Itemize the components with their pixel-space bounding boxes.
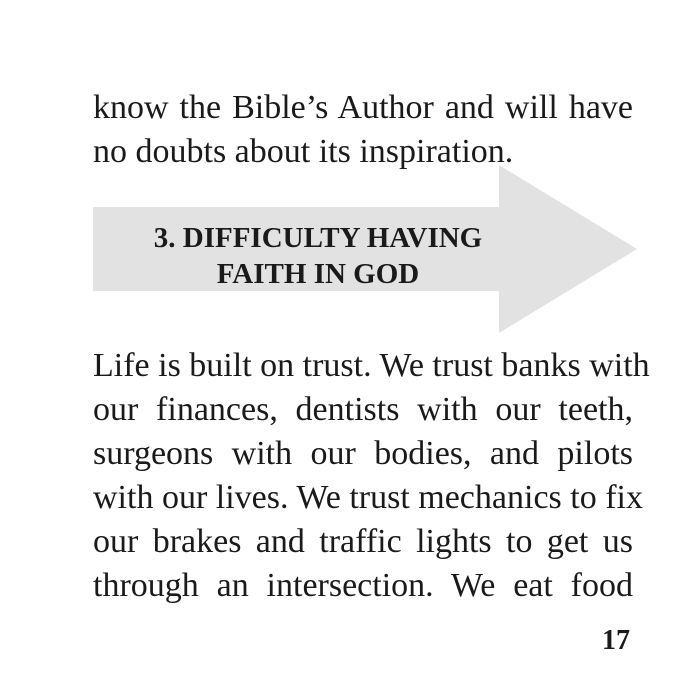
body-line-2: our finances, dentists with our teeth, [93,391,633,428]
body-line-6: through an intersection. We eat food [93,567,633,604]
body-line-1: Life is built on trust. We trust banks with [93,347,650,384]
body-paragraph [93,344,650,608]
section-heading-line-1: 3. DIFFICULTY HAVING [153,222,483,254]
section-heading-arrow [93,165,637,333]
page-number: 17 [602,625,630,656]
body-line-4: with our lives. We trust mechanics to fix [93,479,643,516]
body-line-3: surgeons with our bodies, and pilots [93,435,633,472]
section-heading [93,220,543,292]
body-line-5: our brakes and traffic lights to get us [93,523,633,560]
intro-line-2: no doubts about its inspiration. [93,133,514,170]
intro-paragraph [93,86,633,174]
intro-line-1: know the Bible’s Author and will have [93,89,633,126]
section-heading-line-2: FAITH IN GOD [216,258,420,290]
